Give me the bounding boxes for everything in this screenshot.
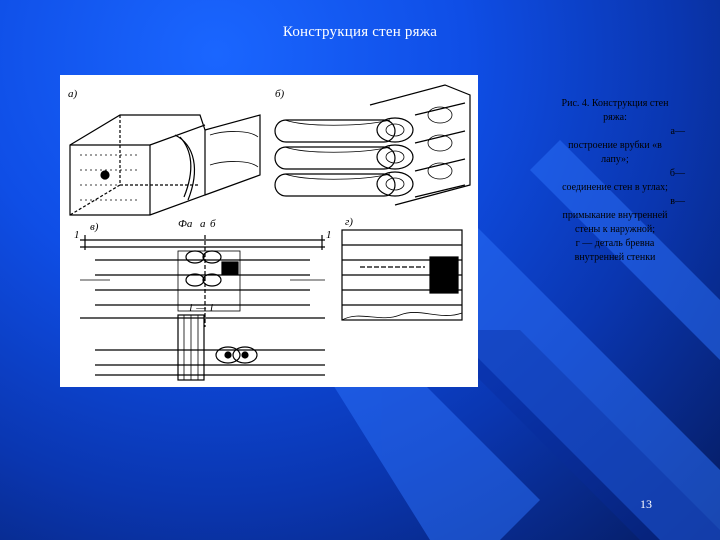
page-number: 13 bbox=[640, 497, 652, 511]
label-detail-a: а bbox=[434, 264, 440, 276]
section-1-1-drawing bbox=[95, 315, 325, 380]
label-a: а) bbox=[68, 88, 78, 100]
caption-line-1: Рис. 4. Конструкция стен bbox=[561, 98, 669, 109]
caption-line-9: примыкание внутренней bbox=[562, 210, 668, 221]
caption-line-4: построение врубки «в bbox=[568, 140, 662, 151]
panel-a-drawing bbox=[70, 115, 260, 215]
slide-title: Конструкция стен ряжа bbox=[282, 24, 438, 40]
figure-caption bbox=[545, 97, 685, 265]
caption-line-8: в— bbox=[670, 196, 685, 207]
caption-line-7: соединение стен в углах; bbox=[562, 182, 668, 193]
caption-line-3: а— bbox=[670, 126, 685, 137]
technical-drawing bbox=[60, 75, 478, 387]
label-b-small: б bbox=[210, 218, 216, 230]
drawing-canvas bbox=[60, 75, 478, 387]
label-section-mark-right: 1 bbox=[326, 229, 332, 241]
caption-line-10: стены к наружной; bbox=[574, 224, 656, 235]
caption-line-5: лапу»; bbox=[601, 154, 629, 165]
label-a-small: а bbox=[200, 218, 206, 230]
label-section-mark-left: 1 bbox=[74, 229, 80, 241]
caption-line-12: внутренней стенки bbox=[574, 252, 656, 263]
caption-line-11: г — деталь бревна bbox=[575, 238, 655, 249]
panel-g-drawing bbox=[342, 230, 462, 320]
label-v: в) bbox=[90, 221, 99, 233]
label-section-1-1: 1 — 1 bbox=[188, 302, 215, 314]
caption-line-6: б— bbox=[669, 168, 685, 179]
label-g: г) bbox=[345, 216, 353, 228]
label-fa: Фа bbox=[178, 218, 193, 230]
label-b: б) bbox=[275, 88, 285, 100]
caption-line-2: ряжа: bbox=[603, 112, 627, 123]
panel-b-drawing bbox=[275, 85, 470, 205]
